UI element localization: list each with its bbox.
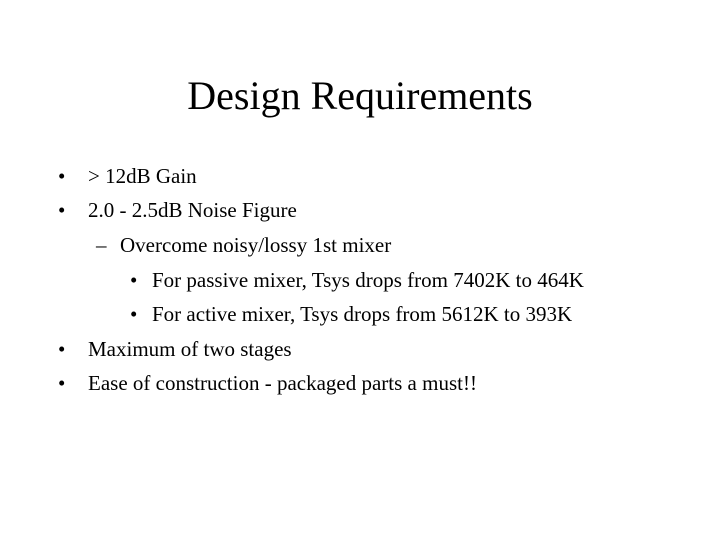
bullet-item xyxy=(58,336,292,362)
bullet-text: Ease of construction - packaged parts a must!! xyxy=(88,371,477,395)
bullet-text: For active mixer, Tsys drops from 5612K to 393K xyxy=(152,302,573,326)
slide-title: Design Requirements xyxy=(187,73,533,118)
bullet-marker: • xyxy=(130,302,138,326)
bullet-text: Overcome noisy/lossy 1st mixer xyxy=(120,233,392,257)
sub-sub-bullet-item xyxy=(130,301,573,327)
bullet-text: For passive mixer, Tsys drops from 7402K to 464K xyxy=(152,268,584,292)
sub-sub-bullet-item xyxy=(130,267,584,293)
bullet-text: > 12dB Gain xyxy=(88,164,197,188)
bullet-marker: • xyxy=(58,337,66,361)
bullet-marker: • xyxy=(130,268,138,292)
bullet-marker: • xyxy=(58,164,66,188)
bullet-item xyxy=(58,163,197,189)
bullet-marker: • xyxy=(58,198,66,222)
bullet-item xyxy=(58,370,477,396)
bullet-marker: • xyxy=(58,371,66,395)
bullet-text: 2.0 - 2.5dB Noise Figure xyxy=(88,198,297,222)
bullet-item xyxy=(58,197,297,223)
sub-bullet-item xyxy=(96,232,392,258)
bullet-text: Maximum of two stages xyxy=(88,337,292,361)
bullet-marker: – xyxy=(96,233,107,257)
